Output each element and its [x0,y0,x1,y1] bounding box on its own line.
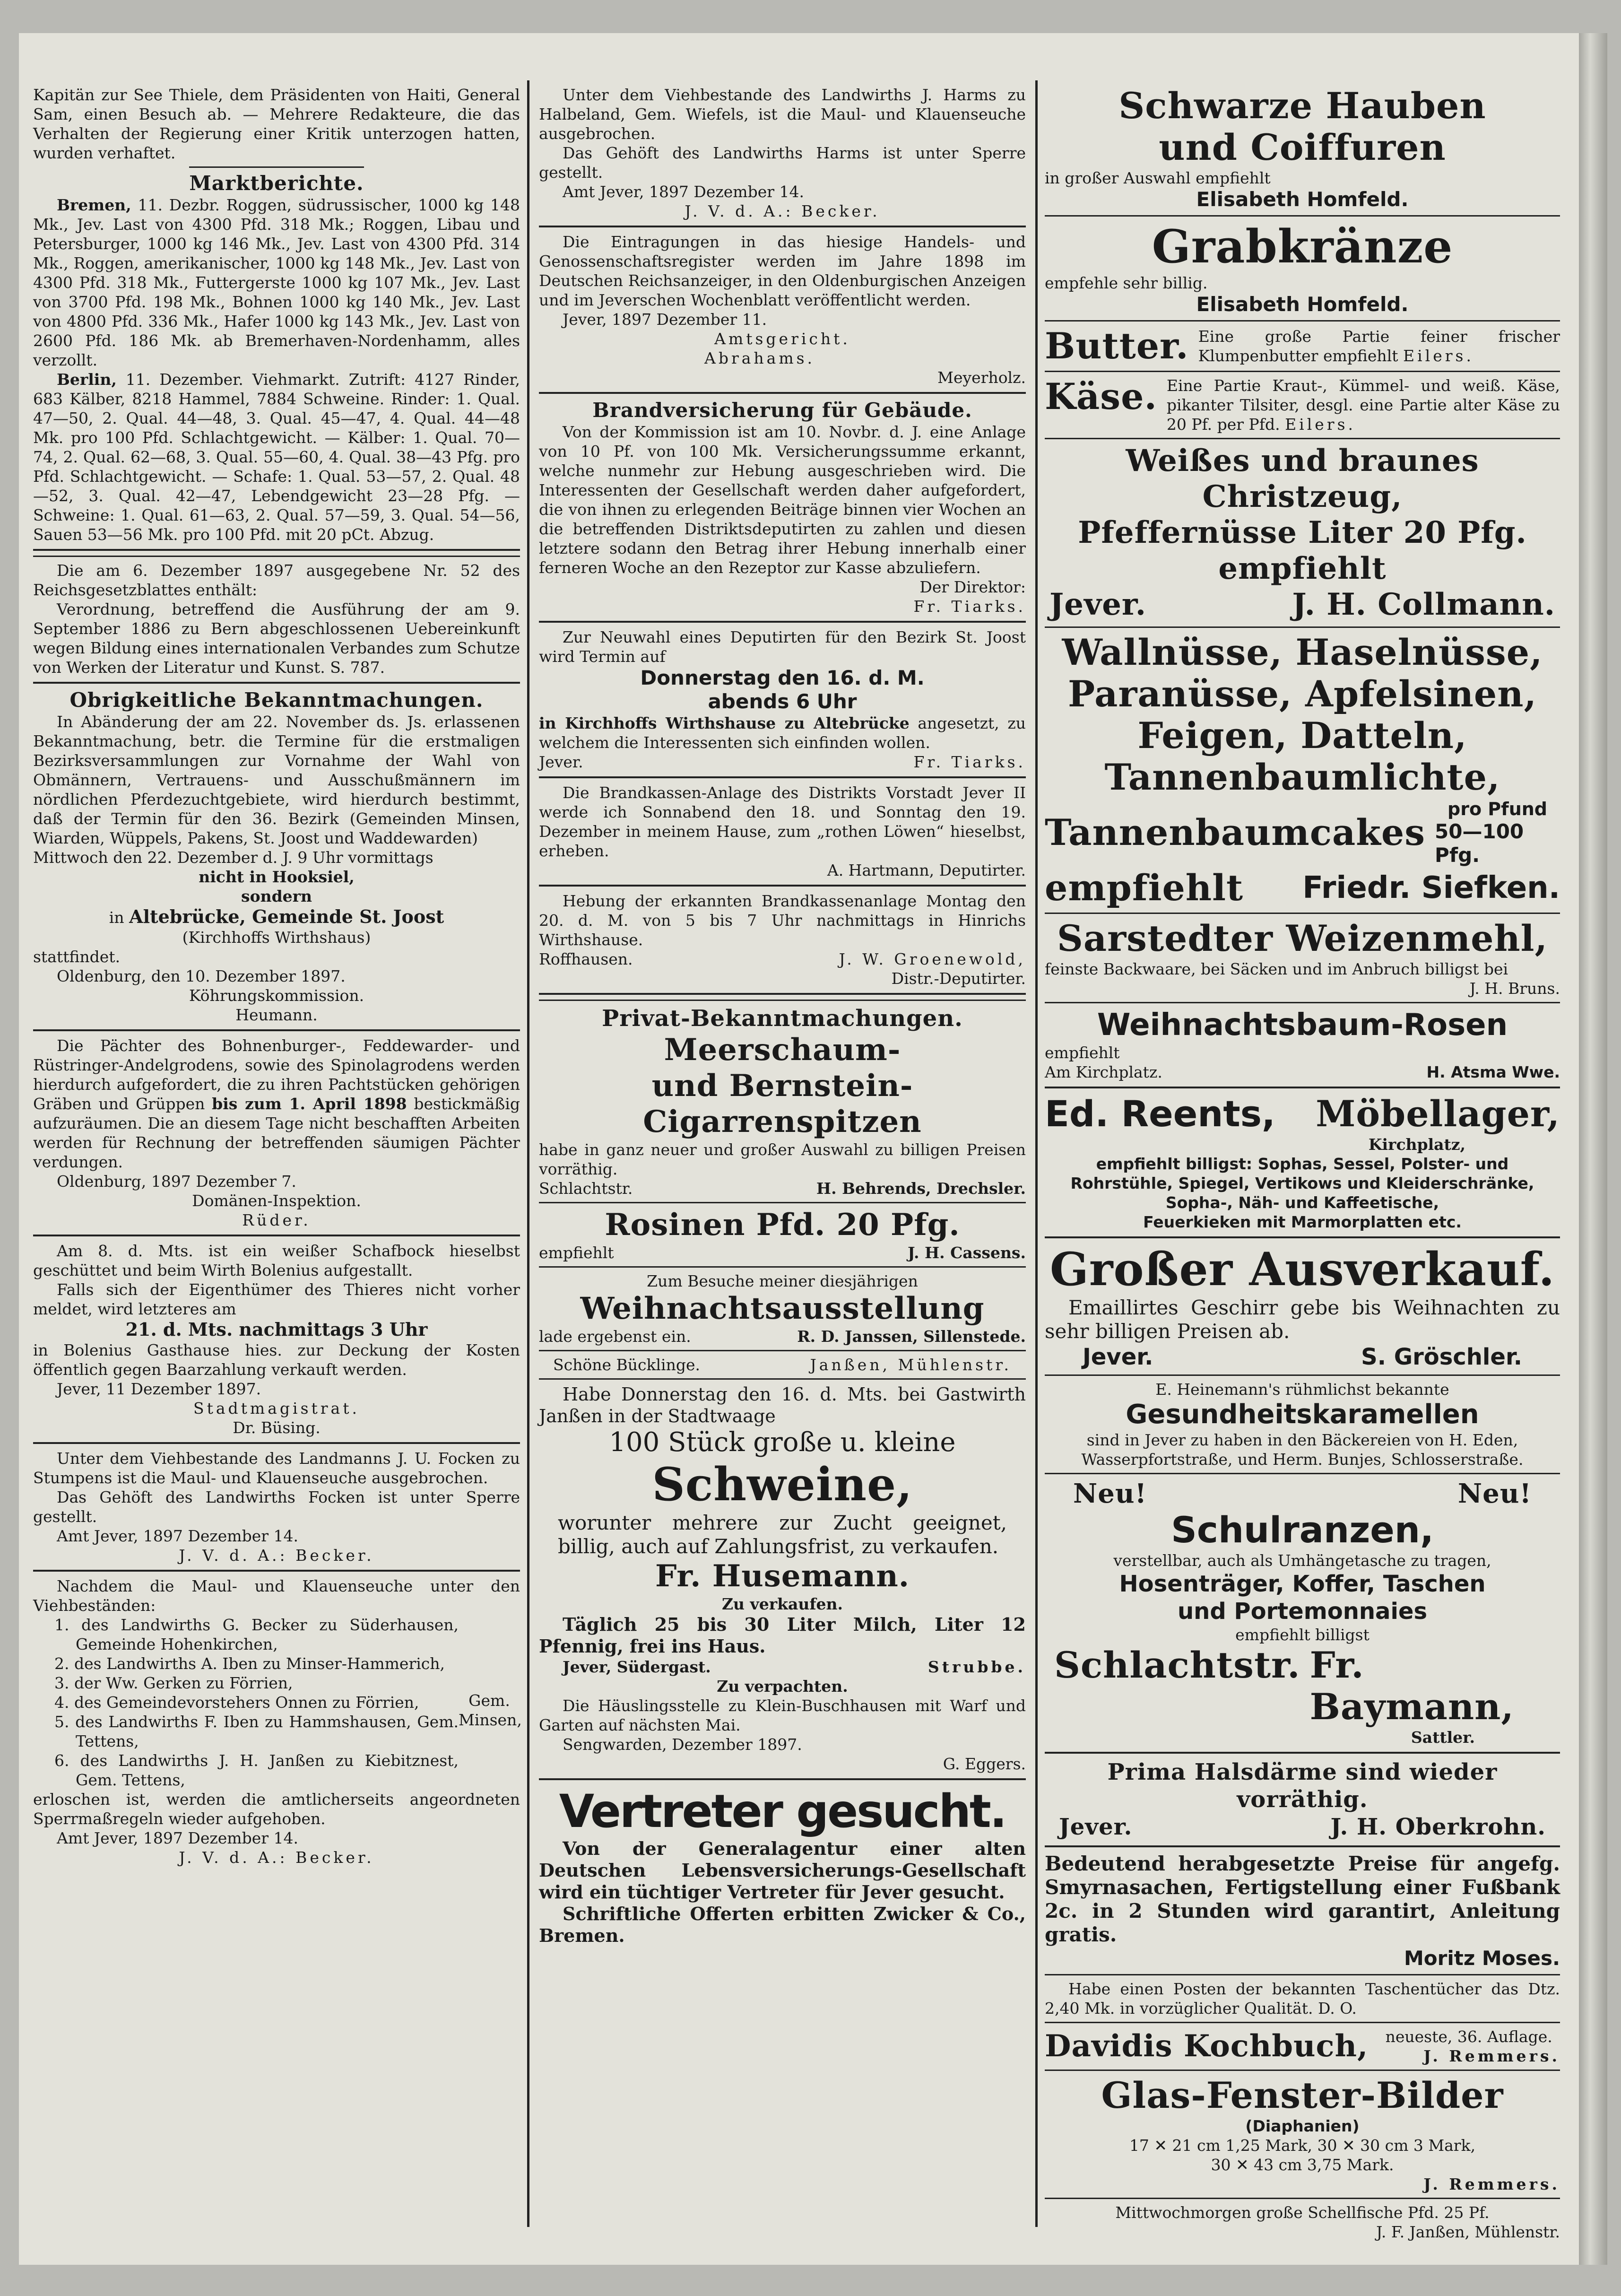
nach-gem: Gem. Minsen, [459,1691,522,1729]
column-1 [33,85,520,2227]
haub-signature: Elisabeth Homfeld. [1196,188,1409,211]
ausv-heading: Großer Ausverkauf. [1049,1243,1555,1296]
brand-signature: Der Direktor: [919,578,1026,596]
glas-sub: (Diaphanien) [1245,2117,1360,2135]
obrig-date: Oldenburg, den 10. Dezember 1897. [57,967,346,985]
divider [539,1266,1026,1268]
nuss-line-3: Feigen, Datteln, [1137,714,1467,757]
heine-paragraph: sind in Jever zu haben in den Bäckereien von H. Eden, Wasserpfortstraße, und Herm. Bunjes, Schlosserstraße. [1081,1431,1524,1469]
divider [33,1570,520,1572]
neuwahl-footer: Jever. Fr. Tiarks. [539,753,1026,771]
nach-list-wrap [33,1615,520,1790]
harms-date: Amt Jever, 1897 Dezember 14. [563,183,805,201]
ranz-paragraph-3: und Portemonnaies [1177,1598,1428,1625]
pacht-date: Oldenburg, 1897 Dezember 7. [57,1172,296,1191]
obrig-statt: stattfindet. [33,948,121,966]
harms-paragraph: Unter dem Viehbestande des Landwirths J. Harms zu Halbeland, Gem. Wiefels, ist die Maul- und Klauenseuche ausgebrochen. [539,86,1026,143]
ros-heading: Rosinen Pfd. 20 Pfg. [605,1207,960,1243]
list-item: 1. des Landwirths G. Becker zu Süderhausen, Gemeinde Hohenkirchen, [54,1616,459,1653]
weih-footer: lade ergebenst ein. R. D. Janssen, Sillenstede. [539,1327,1026,1346]
reichs-paragraph: Die am 6. Dezember 1897 ausgegebene Nr. 52 des Reichsgesetzblattes enthält: [33,561,520,599]
divider [1045,1374,1560,1376]
hals-footer: Jever. J. H. Oberkrohn. [1059,1814,1546,1840]
eintr-date: Jever, 1897 Dezember 11. [563,310,767,329]
reents-paragraph: empfiehlt billigst: Sophas, Sessel, Polster- und Rohrstühle, Spiegel, Vertikows und Kleiderschränke, [1070,1155,1534,1192]
obrig-place: in Altebrücke, Gemeinde St. Joost [109,906,444,927]
newspaper-page [19,33,1579,2265]
meer-line-1: Meerschaum- [664,1032,901,1068]
rosen-footer: Am Kirchplatz. H. Atsma Wwe. [1045,1063,1560,1081]
divider [33,549,520,551]
divider [1045,2022,1560,2023]
list-item: 3. der Ww. Gerken zu Förrien, [54,1674,293,1692]
rosen-emp: empfiehlt [1045,1044,1120,1062]
ranz-footer: Schlachtstr. Fr. Baymann, [1054,1644,1514,1728]
markt-heading: Marktberichte. [189,172,364,195]
vert-paragraph-2: Schriftliche Offerten erbitten Zwicker & Co., Bremen. [539,1903,1026,1946]
divider [1045,438,1560,439]
column-rule [527,80,529,2227]
meer-paragraph: habe in ganz neuer und großer Auswahl zu billigen Preisen vorräthig. [539,1140,1026,1178]
koch-right: neueste, 36. Auflage. J. Remmers. [1385,2027,1560,2065]
christ-line-1: Weißes und braunes Christzeug, [1126,443,1479,514]
obrig-paragraph: In Abänderung der am 22. November ds. Js. erlassenen Bekanntmachung, betr. die Termine für die erstmaligen Bezirksversammlungen zur Vornahme der Wahl von Obmännern, Vertrauens- und Ausschußmännern im nördlichen Pferdezuchtgebiete, wird hierdurch bestimmt, daß der Termin für den 36. Bezirk (Gemeinden Minsen, Wiarden, Wüppels, Pakens, St. Joost und Waddewarden) [33,713,520,847]
divider [539,993,1026,995]
ranz-signature-2: Sattler. [1411,1728,1475,1747]
vert-heading: Vertreter gesucht. [559,1785,1006,1838]
obrig-date-line: Mittwoch den 22. Dezember d. J. 9 Uhr vormittags [33,848,433,867]
divider [539,392,1026,394]
grab-paragraph: empfehle sehr billig. [1045,274,1208,292]
ranz-emp: empfiehlt billigst [1235,1626,1370,1644]
verp-paragraph: Die Häuslingsstelle zu Klein-Buschhausen mit Warf und Garten auf nächsten Mai. [539,1696,1026,1734]
brand-paragraph: Von der Kommission ist am 10. Novbr. d. J. eine Anlage von 10 Pf. von 100 Mk. Versicherungssumme erkannt, welche nunmehr zur Hebung ausgeschrieben wird. Die Interessenten der Gesellschaft werden daher aufgefordert, die von ihnen zu erlegenden Beiträge binnen vier Wochen an die betreffenden Distriktsdeputirten zu zahlen und diesen letztere sodann den Betrag ihrer Hebung innerhalb einer ferneren Woche an den Rezeptor zur Kasse abzuliefern. [539,423,1026,577]
divider [1045,626,1560,628]
vieh-signature: J. V. d. A.: Becker. [179,1546,374,1565]
divider [1045,1087,1560,1088]
neu-line: Neu! Neu! [1073,1478,1532,1509]
hebung-footer: Roffhausen. J. W. Groenewold, [539,950,1026,968]
nuss-line-1: Wallnüsse, Haselnüsse, [1062,631,1543,673]
schell-paragraph: Mittwochmorgen große Schellfische Pfd. 25 Pf. [1115,2203,1490,2222]
list-item: 2. des Landwirths A. Iben zu Minser-Hammerich, [54,1654,445,1673]
schaf-signature: Stadtmagistrat. [193,1399,360,1418]
divider [1045,913,1560,914]
tasch-paragraph: Habe einen Posten der bekannten Taschentücher das Dtz. 2,40 Mk. in vorzüglicher Qualität. D. O. [1045,1980,1560,2018]
mehl-signature: J. H. Bruns. [1469,979,1560,998]
reichs-paragraph-2: Verordnung, betreffend die Ausführung der am 9. September 1886 zu Bern abgeschlossenen Uebereinkunft wegen Bildung eines internationalen Verbandes zum Schutze von Werken der Literatur und Kunst. S. 787. [33,600,520,677]
nuss-price: pro Pfund 50—100 Pfg. [1435,799,1547,867]
christ-line-2: Pfeffernüsse Liter 20 Pfg. empfiehlt [1078,515,1527,586]
schaf-paragraph: Am 8. d. Mts. ist ein weißer Schafbock hieselbst geschüttet und beim Wirth Bolenius aufgestallt. [33,1242,520,1279]
priv-heading: Privat-Bekanntmachungen. [602,1005,963,1032]
moses-signature: Moritz Moses. [1404,1947,1560,1970]
grab-heading: Grabkränze [1152,220,1453,273]
buck-line: Schöne Bücklinge. Janßen, Mühlenstr. [553,1356,1012,1374]
kapitan-paragraph: Kapitän zur See Thiele, dem Präsidenten von Haiti, General Sam, einen Besuch ab. — Mehrere Redakteure, die das Verhalten der Regierung einer Kritik unterzogen hatten, wurden verhaftet. [33,86,520,162]
nach-signature: J. V. d. A.: Becker. [179,1848,374,1867]
vieh-paragraph: Unter dem Viehbestande des Landmanns J. U. Focken zu Stumpens ist die Maul- und Klauenseuche ausgebrochen. [33,1449,520,1487]
ros-footer: empfiehlt J. H. Cassens. [539,1244,1026,1262]
divider [1045,1752,1560,1754]
rosen-heading: Weihnachtsbaum-Rosen [1097,1008,1508,1043]
ausv-paragraph: Emaillirtes Geschirr gebe bis Weihnachten zu sehr billigen Preisen ab. [1045,1296,1560,1343]
nach-list [33,1615,459,1790]
vieh-paragraph-2: Das Gehöft des Landwirths Focken ist unter Sperre gestellt. [33,1488,520,1526]
obrig-signature-2: Heumann. [235,1006,318,1024]
divider [539,621,1026,623]
divider [33,682,520,684]
weih-pre: Zum Besuche meiner diesjährigen [647,1272,918,1290]
haub-paragraph: in großer Auswahl empfiehlt [1045,169,1271,187]
divider [1045,1974,1560,1975]
divider [539,776,1026,778]
reents-paragraph-3: Feuerkieken mit Marmorplatten etc. [1143,1213,1462,1231]
eintr-signature-3: Meyerholz. [937,368,1026,387]
neuwahl-place-line: in Kirchhoffs Wirthshause zu Altebrücke angesetzt, zu welchem die Interessenten sich einfinden wollen. [539,714,1026,752]
neuwahl-paragraph: Zur Neuwahl eines Deputirten für den Bezirk St. Joost wird Termin auf [539,628,1026,666]
schaf-paragraph-2: Falls sich der Eigenthümer des Thieres nicht vorher meldet, wird letzteres am [33,1280,520,1318]
pacht-paragraph: Die Pächter des Bohnenburger-, Feddewarder- und Rüstringer-Andelgrodens, sowie des Spinolagrodens werden hierdurch aufgefordert, die zu ihren Pachtstücken gehörigen Gräben und Grüppen bis zum 1. April 1898 bestickmäßig aufzuräumen. Die an diesem Tage nicht beschafften Arbeiten werden für Rechnung der betreffenden säumigen Pächter verdungen. [33,1036,520,1171]
nuss-line-4: Tannenbaumlichte, [1104,756,1500,798]
verk-paragraph: Täglich 25 bis 30 Liter Milch, Liter 12 Pfennig, frei ins Haus. [539,1614,1026,1657]
divider [539,1350,1026,1351]
hebung-paragraph: Hebung der erkannten Brandkassenanlage Montag den 20. d. M. von 5 bis 7 Uhr nachmittags in Hinrichs Wirthshause. [539,892,1026,949]
ranz-paragraph-2: Hosenträger, Koffer, Taschen [1119,1571,1486,1597]
obrig-signature: Köhrungskommission. [189,986,364,1005]
mehl-paragraph: feinste Backwaare, bei Säcken und im Anbruch billigst bei [1045,960,1508,978]
schw-paragraph: Habe Donnerstag den 16. d. Mts. bei Gastwirth Janßen in der Stadtwaage [539,1384,1026,1426]
meer-line-2: und Bernstein-Cigarrenspitzen [643,1068,922,1139]
haub-line-1: Schwarze Hauben [1118,85,1486,127]
nuss-line-2: Paranüsse, Apfelsinen, [1067,673,1537,715]
eintr-signature-2: Abrahams. [704,349,815,367]
reents-paragraph-2: Sopha-, Näh- und Kaffeetische, [1165,1193,1439,1212]
list-item: 6. des Landwirths J. H. Janßen zu Kiebitznest, Gem. Tettens, [54,1751,459,1789]
verk-heading: Zu verkaufen. [721,1595,843,1613]
page-edge [1579,33,1607,2265]
nuss-cakes-line: Tannenbaumcakes pro Pfund 50—100 Pfg. [1045,798,1560,867]
koch-ad: Davidis Kochbuch, neueste, 36. Auflage. J. Remmers. [1045,2027,1560,2065]
column-3 [1045,85,1560,2241]
divider [539,226,1026,227]
verp-signature: G. Eggers. [943,1755,1026,1773]
nach-paragraph-2: erloschen ist, werden die amtlicherseits angeordneten Sperrmaßregeln wieder aufgehoben. [33,1790,520,1828]
pacht-signature: Domänen-Inspektion. [192,1191,361,1210]
schaf-signature-2: Dr. Büsing. [233,1418,321,1437]
neuwahl-time: abends 6 Uhr [708,690,857,713]
divider [539,1000,1026,1001]
verk-footer: Jever, Südergast. Strubbe. [563,1658,1026,1676]
brand-heading: Brandversicherung für Gebäude. [592,399,972,422]
divider [1045,1002,1560,1003]
schaf-date-bold: 21. d. Mts. nachmittags 3 Uhr [125,1319,428,1340]
glas-line-2: 30 ✕ 43 cm 3,75 Mark. [1211,2156,1394,2174]
haub-line-2: und Coiffuren [1159,126,1446,168]
schell-signature: J. F. Janßen, Mühlenstr. [1376,2223,1560,2241]
divider [33,1029,520,1031]
schw-big-2: Schweine, [652,1458,913,1511]
moses-paragraph: Bedeutend herabgesetzte Preise für angefg. Smyrnasachen, Fertigstellung einer Fußbank 2c. in 2 Stunden wird garantirt, Anleitung gratis. [1045,1852,1560,1946]
divider [1045,2070,1560,2071]
obrig-nicht: nicht in Hooksiel, [199,868,355,886]
glas-line-1: 17 ✕ 21 cm 1,25 Mark, 30 ✕ 30 cm 3 Mark, [1129,2136,1476,2155]
obrig-heading: Obrigkeitliche Bekanntmachungen. [69,688,484,712]
grab-signature: Elisabeth Homfeld. [1196,293,1409,316]
heine-pre: E. Heinemann's rühmlichst bekannte [1155,1380,1449,1399]
divider [1045,371,1560,372]
brandk-paragraph: Die Brandkassen-Anlage des Distrikts Vorstadt Jever II werde ich Sonnabend den 18. und Sonntag den 19. Dezember in meinem Hause, zum „rothen Löwen“ hieselbst, erheben. [539,783,1026,860]
kase-ad: Käse. Eine Partie Kraut-, Kümmel- und weiß. Käse, pikanter Tilsiter, desgl. eine Partie alter Käse zu 20 Pf. per Pfd. Eilers. [1045,375,1560,434]
reents-header: Ed. Reents, Möbellager, [1045,1093,1560,1135]
list-item: 5. des Landwirths F. Iben zu Hammshausen, Gem. Tettens, [54,1713,459,1750]
verp-date: Sengwarden, Dezember 1897. [563,1735,802,1754]
divider [33,1235,520,1236]
ranz-paragraph: verstellbar, auch als Umhängetasche zu tragen, [1113,1551,1491,1570]
nuss-footer: empfiehlt Friedr. Siefken. [1045,867,1560,909]
nach-date: Amt Jever, 1897 Dezember 14. [57,1829,299,1847]
nach-paragraph: Nachdem die Maul- und Klauenseuche unter den Viehbeständen: [33,1577,520,1615]
ranz-heading: Schulranzen, [1171,1509,1434,1551]
schaf-date: Jever, 11 Dezember 1897. [57,1380,261,1398]
butter-ad: Butter. Eine große Partie feiner frischer Klumpenbutter empfiehlt Eilers. [1045,325,1560,367]
meer-footer: Schlachtstr. H. Behrends, Drechsler. [539,1179,1026,1198]
obrig-place-2: (Kirchhoffs Wirthshaus) [182,928,371,947]
divider [33,1442,520,1444]
divider [1045,1845,1560,1847]
list-item: 4. des Gemeindevorstehers Onnen zu Förrien, [54,1693,419,1712]
verp-heading: Zu verpachten. [717,1677,848,1696]
divider [189,166,364,168]
bremen-report: Bremen, 11. Dezbr. Roggen, südrussischer, 1000 kg 148 Mk., Jev. Last von 4300 Pfd. 318 Mk.; Roggen, Libau und Petersburger, 1000 kg 146 Mk., Jev. Last von 4300 Pfd. 314 Mk., Roggen, amerikanischer, 1000 kg 148 Mk., Jev. Last von 4300 Pfd. 318 Mk., Futtergerste 1000 kg 107 Mk., Jev. Last von 3700 Pfd. 198 Mk., Bohnen 1000 kg 140 Mk., Jev. Last von 4800 Pfd. 336 Mk., Hafer 1000 kg 143 Mk., Jev. Last von 2600 Pfd. 186 Mk. ab Bremerhaven-Nordenhamm, alles verzollt. [33,196,520,369]
column-rule [1035,80,1038,2227]
nach-gem-wrap [459,1615,520,1790]
eintr-signature: Amtsgericht. [714,330,850,348]
hals-heading: Prima Halsdärme sind wieder vorräthig. [1107,1759,1498,1813]
harms-signature: J. V. d. A.: Becker. [685,202,880,220]
schw-big-1: 100 Stück große u. kleine [609,1427,956,1458]
divider [539,1378,1026,1380]
divider [1045,320,1560,322]
divider [1045,215,1560,217]
heine-heading: Gesundheitskaramellen [1126,1399,1479,1430]
divider [1045,1473,1560,1474]
divider [1045,2198,1560,2199]
schw-paragraph-2: worunter mehrere zur Zucht geeignet, billig, auch auf Zahlungsfrist, zu verkaufen. [558,1511,1007,1558]
kase-text: Eine Partie Kraut-, Kümmel- und weiß. Käse, pikanter Tilsiter, desgl. eine Partie alter Käse zu 20 Pf. per Pfd. Eilers. [1166,376,1560,434]
brand-signature-2: Fr. Tiarks. [913,597,1026,616]
vieh-date: Amt Jever, 1897 Dezember 14. [57,1527,299,1545]
mehl-heading: Sarstedter Weizenmehl, [1057,917,1548,959]
column-2 [539,85,1026,2227]
divider [539,1202,1026,1203]
brandk-signature: A. Hartmann, Deputirter. [827,861,1026,879]
reents-loc: Kirchplatz, [1368,1135,1465,1154]
butter-text: Eine große Partie feiner frischer Klumpenbutter empfiehlt Eilers. [1198,327,1560,365]
vert-paragraph: Von der Generalagentur einer alten Deutschen Lebensversicherungs-Gesellschaft wird ein tüchtiger Vertreter für Jever gesucht. [539,1838,1026,1903]
weih-heading: Weihnachtsausstellung [580,1291,985,1326]
hebung-signature-2: Distr.-Deputirter. [891,969,1026,988]
harms-paragraph-2: Das Gehöft des Landwirths Harms ist unter Sperre gestellt. [539,144,1026,182]
divider [33,556,520,557]
pacht-signature-2: Rüder. [242,1211,311,1229]
divider [539,1778,1026,1780]
eintr-paragraph: Die Eintragungen in das hiesige Handels- und Genossenschaftsregister werden im Jahre 1898 im Deutschen Reichsanzeiger, in den Oldenburgischen Anzeigen und im Jeverschen Wochenblatt veröffentlicht werden. [539,233,1026,309]
divider [1045,1236,1560,1238]
glas-signature: J. Remmers. [1423,2175,1560,2193]
schw-signature: Fr. Husemann. [655,1558,910,1594]
ausv-footer: Jever. S. Gröschler. [1083,1344,1522,1370]
berlin-report: Berlin, 11. Dezember. Viehmarkt. Zutrift: 4127 Rinder, 683 Kälber, 8218 Hammel, 7884 Schweine. Rinder: 1. Qual. 47—50, 2. Qual. 44—48, 3. Qual. 45—47, 4. Qual. 44—48 Mk. pro 100 Pfd. Schlachtgewicht. — Kälber: 1. Qual. 70—74, 2. Qual. 62—68, 3. Qual. 55—60, 4. Qual. 38—43 Pfg. pro Pfd. Schlachtgewicht. — Schafe: 1. Qual. 53—57, 2. Qual. 48—52, 3. Qual. 42—47, Lebendgewicht 23—28 Pfg. — Schweine: 1. Qual. 61—63, 2. Qual. 57—59, 3. Qual. 54—56, Sauen 53—56 Mk. pro 100 Pfd. mit 20 pCt. Abzug. [33,370,520,544]
obrig-sondern: sondern [241,887,312,905]
glas-heading: Glas-Fenster-Bilder [1101,2074,1504,2116]
schaf-paragraph-3: in Bolenius Gasthause hies. zur Deckung der Kosten öffentlich gegen Baarzahlung verkauft werden. [33,1341,520,1379]
christ-footer: Jever. J. H. Collmann. [1049,587,1555,622]
neuwahl-day: Donnerstag den 16. d. M. [640,666,925,689]
divider [539,885,1026,887]
